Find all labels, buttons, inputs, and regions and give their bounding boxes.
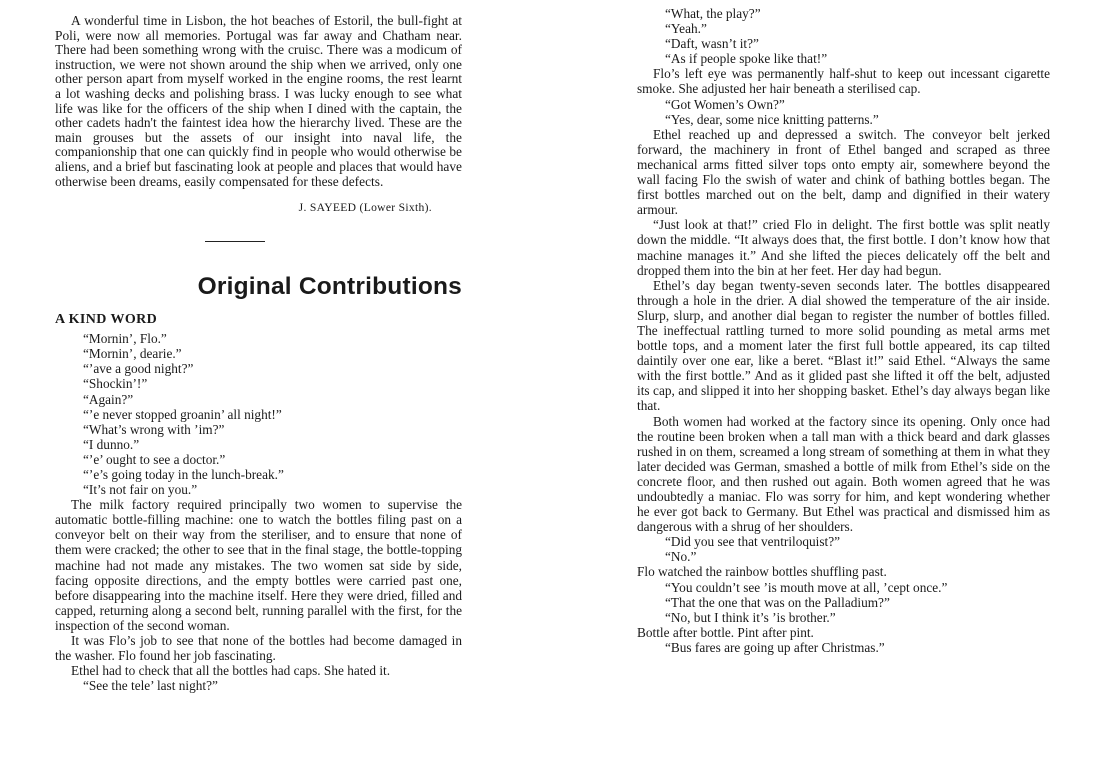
story-paragraph: Bottle after bottle. Pint after pint. bbox=[637, 624, 814, 640]
dialogue-line: “Yeah.” bbox=[665, 21, 707, 37]
story-paragraph: “Just look at that!” cried Flo in delight. The first bottle was split neatly down the middle. “It always does that, the first bottle. I don’t know how that machine manages it.” And she lifted the pieces delicately off the belt and dropped them into the bin at her feet. Her day had begun. bbox=[637, 217, 1050, 278]
dialogue-line: “’e never stopped groanin’ all night!” bbox=[83, 406, 282, 422]
story-paragraph: Flo watched the rainbow bottles shuffling past. bbox=[637, 564, 887, 580]
section-title: Original Contributions bbox=[197, 273, 462, 301]
dialogue-line: “It’s not fair on you.” bbox=[83, 482, 198, 498]
story-paragraph: The milk factory required principally two women to supervise the automatic bottle-filling machine: one to watch the bottles filing past on a conveyor belt on their way from the steriliser, and to ensure that none of them were cracked; the other to see that in the final stage, the bottle-topping machine had not made any mistakes. The two women sat side by side, facing opposite directions, and the empty bottles were carried past one, before disappearing into the machine itself. Here they were dried, filled and capped, returning along a second belt, running parallel with the first, for the inspection of the second woman. bbox=[55, 497, 462, 633]
dialogue-line: “Got Women’s Own?” bbox=[665, 96, 785, 112]
dialogue-line: “I dunno.” bbox=[83, 436, 140, 452]
dialogue-line: “’e’ ought to see a doctor.” bbox=[83, 451, 226, 467]
dialogue-line: “’e’s going today in the lunch-break.” bbox=[83, 466, 284, 482]
dialogue-line: “You couldn’t see ’is mouth move at all, ’cept once.” bbox=[665, 579, 948, 595]
story-paragraph: Ethel reached up and depressed a switch. The conveyor belt jerked forward, the machinery in front of Ethel banged and scraped as three mechanical arms fitted silver tops onto empty air, somewhere beyond the wall facing Flo the swish of water and chink of bathing bottles began. The first bottles marched out on the belt, damp and dignified in their watery armour. bbox=[637, 126, 1050, 218]
left-page bbox=[0, 0, 500, 757]
story-paragraph: Ethel’s day began twenty-seven seconds later. The bottles disappeared through a hole in the drier. A dial showed the temperature of the air inside. Slurp, slurp, and another dial began to register the number of bottles filled. The ineffectual rattling turned to more solid pounding as metal arms met bottle tops, and a moment later the first full bottle appeared, its cap tilted daintily over one ear, like a beret. “Blast it!” said Ethel. “Always the same with the first bottle.” And as it glided past she lifted it off the belt, adjusted its cap, and slipped it into her shopping basket. Ethel’s day always began like that. bbox=[637, 277, 1050, 414]
dialogue-line: “No.” bbox=[665, 549, 697, 565]
story-paragraph: Both women had worked at the factory since its opening. Only once had the routine been broken when a tall man with a thick beard and dark glasses rushed in on them, screamed a long stream of something at them in what they later decided was German, smashed a bottle of milk from Ethel’s side on the concrete floor, and then rushed out again. Both women agreed that he was undoubtedly a maniac. Flo was sorry for him, and kept wondering whether he ever got back to Germany. But Ethel was practical and dismissed him as dangerous with a shrug of her shoulders. bbox=[637, 413, 1050, 535]
story-title: A KIND WORD bbox=[55, 312, 158, 328]
dialogue-line: “Mornin’, Flo.” bbox=[83, 331, 167, 347]
dialogue-line: “As if people spoke like that!” bbox=[665, 51, 828, 67]
story-paragraph: Ethel had to check that all the bottles had caps. She hated it. bbox=[71, 663, 391, 679]
intro-paragraph: A wonderful time in Lisbon, the hot beaches of Estoril, the bull-fight at Poli, were now all memories. Portugal was far away and Chatham near. There had been something wrong with the cruisc. There was a modicum of instruction, we were not shown around the ship when we arrived, only one other person apart from myself worked in the engine rooms, the rest learnt a lot washing decks and polishing brass. I was lucky enough to see what life was like for the officers of the ship when I dined with the captain, the other cadets hadn't the faintest idea how the hierarchy lived. These are the main grouses but the assets of our insight into naval life, the companionship that one can quickly find in people who would otherwise be aliens, and a brief but fascinating look at people and places that would have otherwise been dreams, easily compensated for these defects. bbox=[55, 13, 462, 189]
dialogue-line: “No, but I think it’s ’is brother.” bbox=[665, 609, 836, 625]
dialogue-line: “Did you see that ventriloquist?” bbox=[665, 534, 841, 550]
dialogue-line: “Bus fares are going up after Christmas.” bbox=[665, 639, 885, 655]
story-paragraph: It was Flo’s job to see that none of the bottles had become damaged in the washer. Flo found her job fascinating. bbox=[55, 633, 462, 664]
dialogue-line: “Mornin’, dearie.” bbox=[83, 346, 182, 362]
story-paragraph: Flo’s left eye was permanently half-shut to keep out incessant cigarette smoke. She adjusted her hair beneath a sterilised cap. bbox=[637, 66, 1050, 97]
right-page bbox=[580, 0, 1094, 757]
dialogue-line: “Again?” bbox=[83, 391, 134, 407]
opening-dialogue bbox=[55, 331, 462, 497]
section-divider bbox=[205, 241, 265, 242]
dialogue-line: “Daft, wasn’t it?” bbox=[665, 36, 759, 52]
author-signature: J. SAYEED (Lower Sixth). bbox=[298, 201, 432, 215]
dialogue-line: “’ave a good night?” bbox=[83, 361, 194, 377]
dialogue-line: “Shockin’!” bbox=[83, 376, 148, 392]
dialogue-line: “Yes, dear, some nice knitting patterns.” bbox=[665, 111, 879, 127]
dialogue-line: “That the one that was on the Palladium?” bbox=[665, 594, 890, 610]
dialogue-line: “What’s wrong with ’im?” bbox=[83, 421, 225, 437]
dialogue-line: “What, the play?” bbox=[665, 6, 761, 21]
intro-article bbox=[55, 14, 462, 189]
dialogue-line: “See the tele’ last night?” bbox=[83, 678, 218, 694]
